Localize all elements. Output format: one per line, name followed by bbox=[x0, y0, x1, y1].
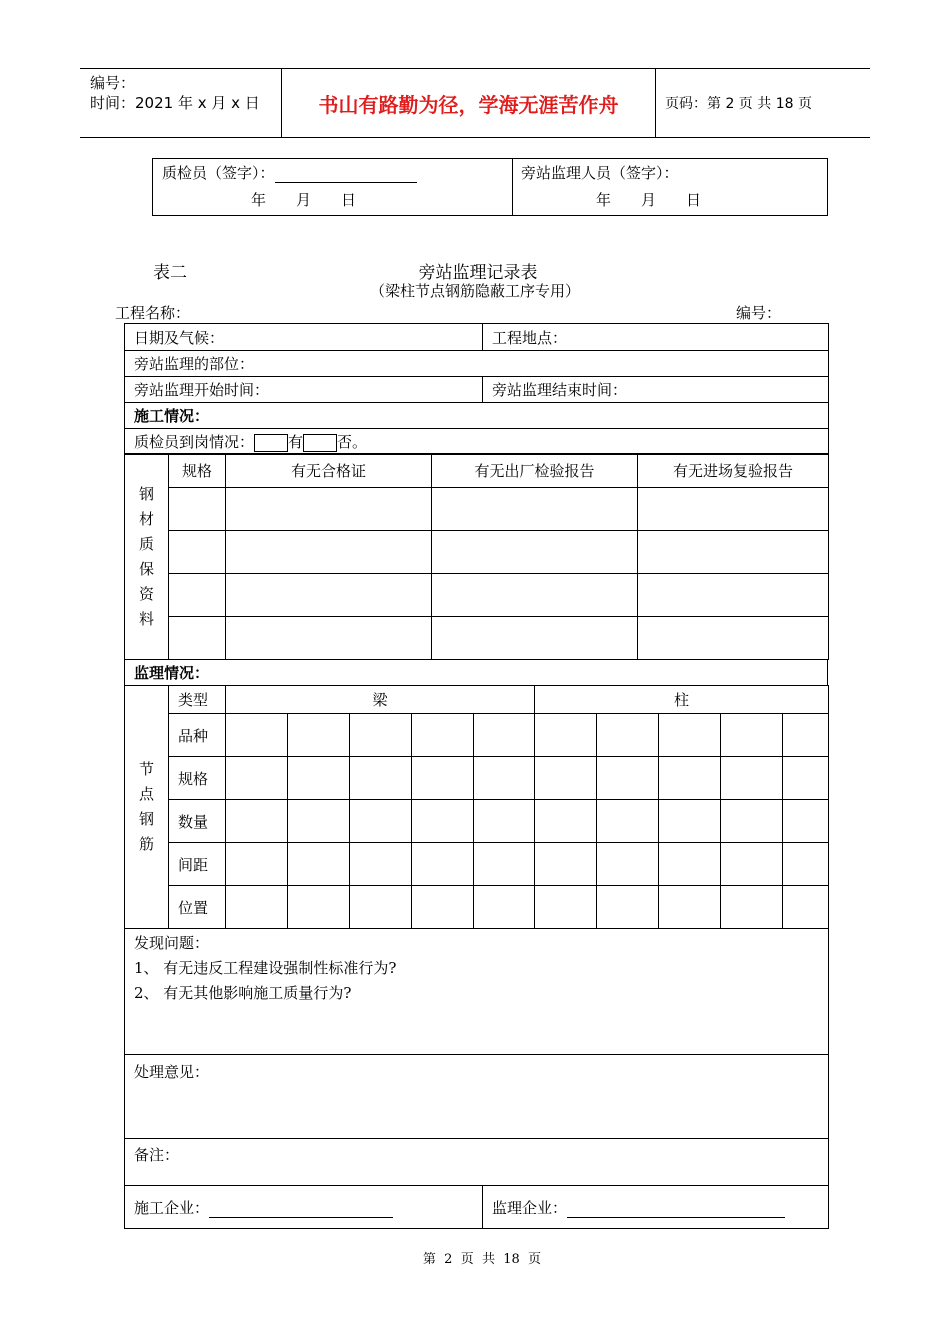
node-row bbox=[125, 714, 829, 757]
form-title: 旁站监理记录表 bbox=[418, 263, 538, 283]
contractor-label: 施工企业： bbox=[134, 1198, 210, 1217]
opinion-label: 处理意见： bbox=[134, 1063, 210, 1081]
steel-cell[interactable] bbox=[638, 531, 829, 574]
node-cell[interactable] bbox=[350, 800, 412, 843]
header-meta bbox=[80, 69, 282, 137]
form-subtitle: （梁柱节点钢筋隐蔽工序专用） bbox=[369, 282, 580, 300]
steel-cell[interactable] bbox=[226, 488, 432, 531]
construction-cell bbox=[125, 403, 829, 429]
steel-row bbox=[125, 574, 829, 617]
site-label: 工程地点： bbox=[492, 328, 568, 347]
node-cell[interactable] bbox=[535, 714, 597, 757]
node-cell[interactable] bbox=[350, 714, 412, 757]
inspector-date: 年 月 日 bbox=[251, 191, 357, 209]
node-cell[interactable] bbox=[288, 800, 350, 843]
node-cell[interactable] bbox=[659, 800, 721, 843]
problem-1: 1、 有无违反工程建设强制性标准行为? bbox=[134, 959, 397, 977]
node-cell[interactable] bbox=[474, 757, 535, 800]
supervisor-date: 年 月 日 bbox=[596, 191, 702, 209]
inspector-signature-line[interactable] bbox=[275, 165, 417, 183]
node-cell[interactable] bbox=[288, 714, 350, 757]
header-motto: 书山有路勤为径，学海无涯苦作舟 bbox=[318, 92, 619, 117]
steel-cell[interactable] bbox=[432, 617, 638, 660]
supervision-cell bbox=[125, 660, 828, 686]
end-time-cell[interactable] bbox=[483, 377, 829, 403]
header-motto-cell bbox=[282, 69, 656, 137]
node-cell[interactable] bbox=[721, 843, 783, 886]
page-header bbox=[80, 68, 870, 138]
node-row-label: 数量 bbox=[169, 800, 226, 843]
node-cell[interactable] bbox=[783, 800, 829, 843]
node-cell[interactable] bbox=[288, 886, 350, 929]
steel-cell[interactable] bbox=[226, 531, 432, 574]
supervision-label: 监理情况： bbox=[134, 664, 210, 682]
node-cell[interactable] bbox=[350, 886, 412, 929]
node-cell[interactable] bbox=[412, 714, 474, 757]
node-cell[interactable] bbox=[226, 714, 288, 757]
node-cell[interactable] bbox=[597, 714, 659, 757]
node-cell[interactable] bbox=[226, 800, 288, 843]
site-cell[interactable] bbox=[483, 324, 829, 351]
position-cell[interactable] bbox=[125, 351, 829, 377]
node-group-label bbox=[125, 686, 169, 929]
steel-cell[interactable] bbox=[638, 488, 829, 531]
node-cell[interactable] bbox=[412, 800, 474, 843]
node-row-label: 位置 bbox=[169, 886, 226, 929]
node-cell[interactable] bbox=[721, 800, 783, 843]
date-weather-label: 日期及气候： bbox=[134, 328, 225, 347]
steel-cell[interactable] bbox=[432, 531, 638, 574]
problem-2: 2、 有无其他影响施工质量行为? bbox=[134, 984, 352, 1002]
table-number: 表二 bbox=[153, 263, 187, 283]
node-cell[interactable] bbox=[659, 843, 721, 886]
date-weather-cell[interactable] bbox=[125, 324, 483, 351]
steel-cell[interactable] bbox=[226, 617, 432, 660]
remarks-label: 备注： bbox=[134, 1146, 180, 1164]
steel-cell[interactable] bbox=[432, 488, 638, 531]
node-cell[interactable] bbox=[288, 843, 350, 886]
beam-header: 梁 bbox=[226, 686, 535, 714]
steel-docs-table bbox=[124, 453, 829, 660]
node-rebar-table bbox=[124, 685, 829, 929]
inspector-signature-label: 质检员（签字）： bbox=[162, 164, 275, 182]
remarks-cell[interactable] bbox=[125, 1139, 829, 1186]
node-row bbox=[125, 886, 829, 929]
page-footer: 第 2 页 共 18 页 bbox=[422, 1252, 542, 1267]
steel-cell[interactable] bbox=[169, 574, 226, 617]
node-row bbox=[125, 800, 829, 843]
node-cell[interactable] bbox=[226, 886, 288, 929]
node-cell[interactable] bbox=[474, 886, 535, 929]
node-cell[interactable] bbox=[783, 843, 829, 886]
inspector-signature-cell bbox=[153, 159, 513, 215]
yes-label: 有 bbox=[288, 433, 304, 451]
supervisor-company-signature-line[interactable] bbox=[567, 1203, 785, 1218]
node-cell[interactable] bbox=[350, 757, 412, 800]
inspector-present-cell bbox=[125, 429, 829, 455]
node-cell[interactable] bbox=[288, 757, 350, 800]
contractor-cell bbox=[125, 1186, 483, 1229]
steel-cell[interactable] bbox=[638, 574, 829, 617]
start-time-cell[interactable] bbox=[125, 377, 483, 403]
problems-label: 发现问题： bbox=[134, 934, 210, 952]
steel-cell[interactable] bbox=[432, 574, 638, 617]
end-time-label: 旁站监理结束时间： bbox=[492, 381, 628, 399]
node-cell[interactable] bbox=[226, 843, 288, 886]
steel-group-text: 钢 材 质 保 资 料 bbox=[138, 484, 154, 628]
steel-header-certificate: 有无合格证 bbox=[226, 454, 432, 488]
steel-row bbox=[125, 531, 829, 574]
steel-cell[interactable] bbox=[169, 531, 226, 574]
node-cell[interactable] bbox=[783, 757, 829, 800]
node-cell[interactable] bbox=[597, 800, 659, 843]
yes-checkbox[interactable] bbox=[254, 434, 288, 452]
node-cell[interactable] bbox=[226, 757, 288, 800]
node-cell[interactable] bbox=[721, 757, 783, 800]
header-number-label: 编号： bbox=[90, 74, 136, 92]
form-number-label: 编号： bbox=[736, 304, 782, 322]
node-cell[interactable] bbox=[412, 843, 474, 886]
node-cell[interactable] bbox=[535, 800, 597, 843]
node-cell[interactable] bbox=[597, 843, 659, 886]
node-cell[interactable] bbox=[659, 886, 721, 929]
steel-cell[interactable] bbox=[169, 617, 226, 660]
steel-row bbox=[125, 488, 829, 531]
opinion-cell[interactable] bbox=[125, 1055, 829, 1139]
start-time-label: 旁站监理开始时间： bbox=[134, 381, 270, 399]
steel-header-site-retest: 有无进场复验报告 bbox=[638, 454, 829, 488]
node-cell[interactable] bbox=[597, 886, 659, 929]
supervision-heading-table bbox=[124, 659, 828, 686]
node-cell[interactable] bbox=[783, 714, 829, 757]
node-cell[interactable] bbox=[350, 843, 412, 886]
no-checkbox[interactable] bbox=[303, 434, 337, 452]
bottom-table bbox=[124, 928, 829, 1229]
column-header: 柱 bbox=[535, 686, 829, 714]
node-row-label: 品种 bbox=[169, 714, 226, 757]
position-label: 旁站监理的部位： bbox=[134, 355, 255, 373]
problems-cell[interactable] bbox=[125, 929, 829, 1055]
inspector-present-label: 质检员到岗情况： bbox=[134, 433, 255, 451]
steel-cell[interactable] bbox=[638, 617, 829, 660]
steel-cell[interactable] bbox=[226, 574, 432, 617]
node-cell[interactable] bbox=[535, 886, 597, 929]
basic-info-table bbox=[124, 323, 829, 455]
steel-header-spec: 规格 bbox=[169, 454, 226, 488]
type-header: 类型 bbox=[169, 686, 226, 714]
steel-row bbox=[125, 617, 829, 660]
node-cell[interactable] bbox=[535, 757, 597, 800]
node-cell[interactable] bbox=[474, 800, 535, 843]
no-label: 否。 bbox=[337, 433, 368, 451]
construction-label: 施工情况： bbox=[134, 407, 210, 425]
header-page-info: 页码：第 2 页 共 18 页 bbox=[665, 96, 812, 112]
node-cell[interactable] bbox=[783, 886, 829, 929]
steel-cell[interactable] bbox=[169, 488, 226, 531]
node-cell[interactable] bbox=[412, 757, 474, 800]
header-time-label: 时间：2021 年 x 月 x 日 bbox=[90, 94, 260, 112]
node-cell[interactable] bbox=[721, 886, 783, 929]
node-row-label: 间距 bbox=[169, 843, 226, 886]
supervisor-company-label: 监理企业： bbox=[492, 1198, 568, 1217]
node-row bbox=[125, 757, 829, 800]
node-row-label: 规格 bbox=[169, 757, 226, 800]
project-name-label: 工程名称： bbox=[115, 304, 191, 322]
node-cell[interactable] bbox=[659, 714, 721, 757]
node-group-text: 节 点 钢 筋 bbox=[138, 760, 154, 853]
node-cell[interactable] bbox=[412, 886, 474, 929]
node-cell[interactable] bbox=[659, 757, 721, 800]
supervisor-signature-label: 旁站监理人员（签字）： bbox=[521, 164, 679, 182]
node-row bbox=[125, 843, 829, 886]
steel-group-label bbox=[125, 454, 169, 660]
steel-header-factory-report: 有无出厂检验报告 bbox=[432, 454, 638, 488]
node-cell[interactable] bbox=[721, 714, 783, 757]
node-cell[interactable] bbox=[535, 843, 597, 886]
signature-box bbox=[152, 158, 828, 216]
node-cell[interactable] bbox=[597, 757, 659, 800]
supervisor-signature-cell bbox=[512, 159, 827, 215]
supervisor-company-cell bbox=[483, 1186, 829, 1229]
node-cell[interactable] bbox=[474, 843, 535, 886]
node-cell[interactable] bbox=[474, 714, 535, 757]
contractor-signature-line[interactable] bbox=[209, 1203, 393, 1218]
